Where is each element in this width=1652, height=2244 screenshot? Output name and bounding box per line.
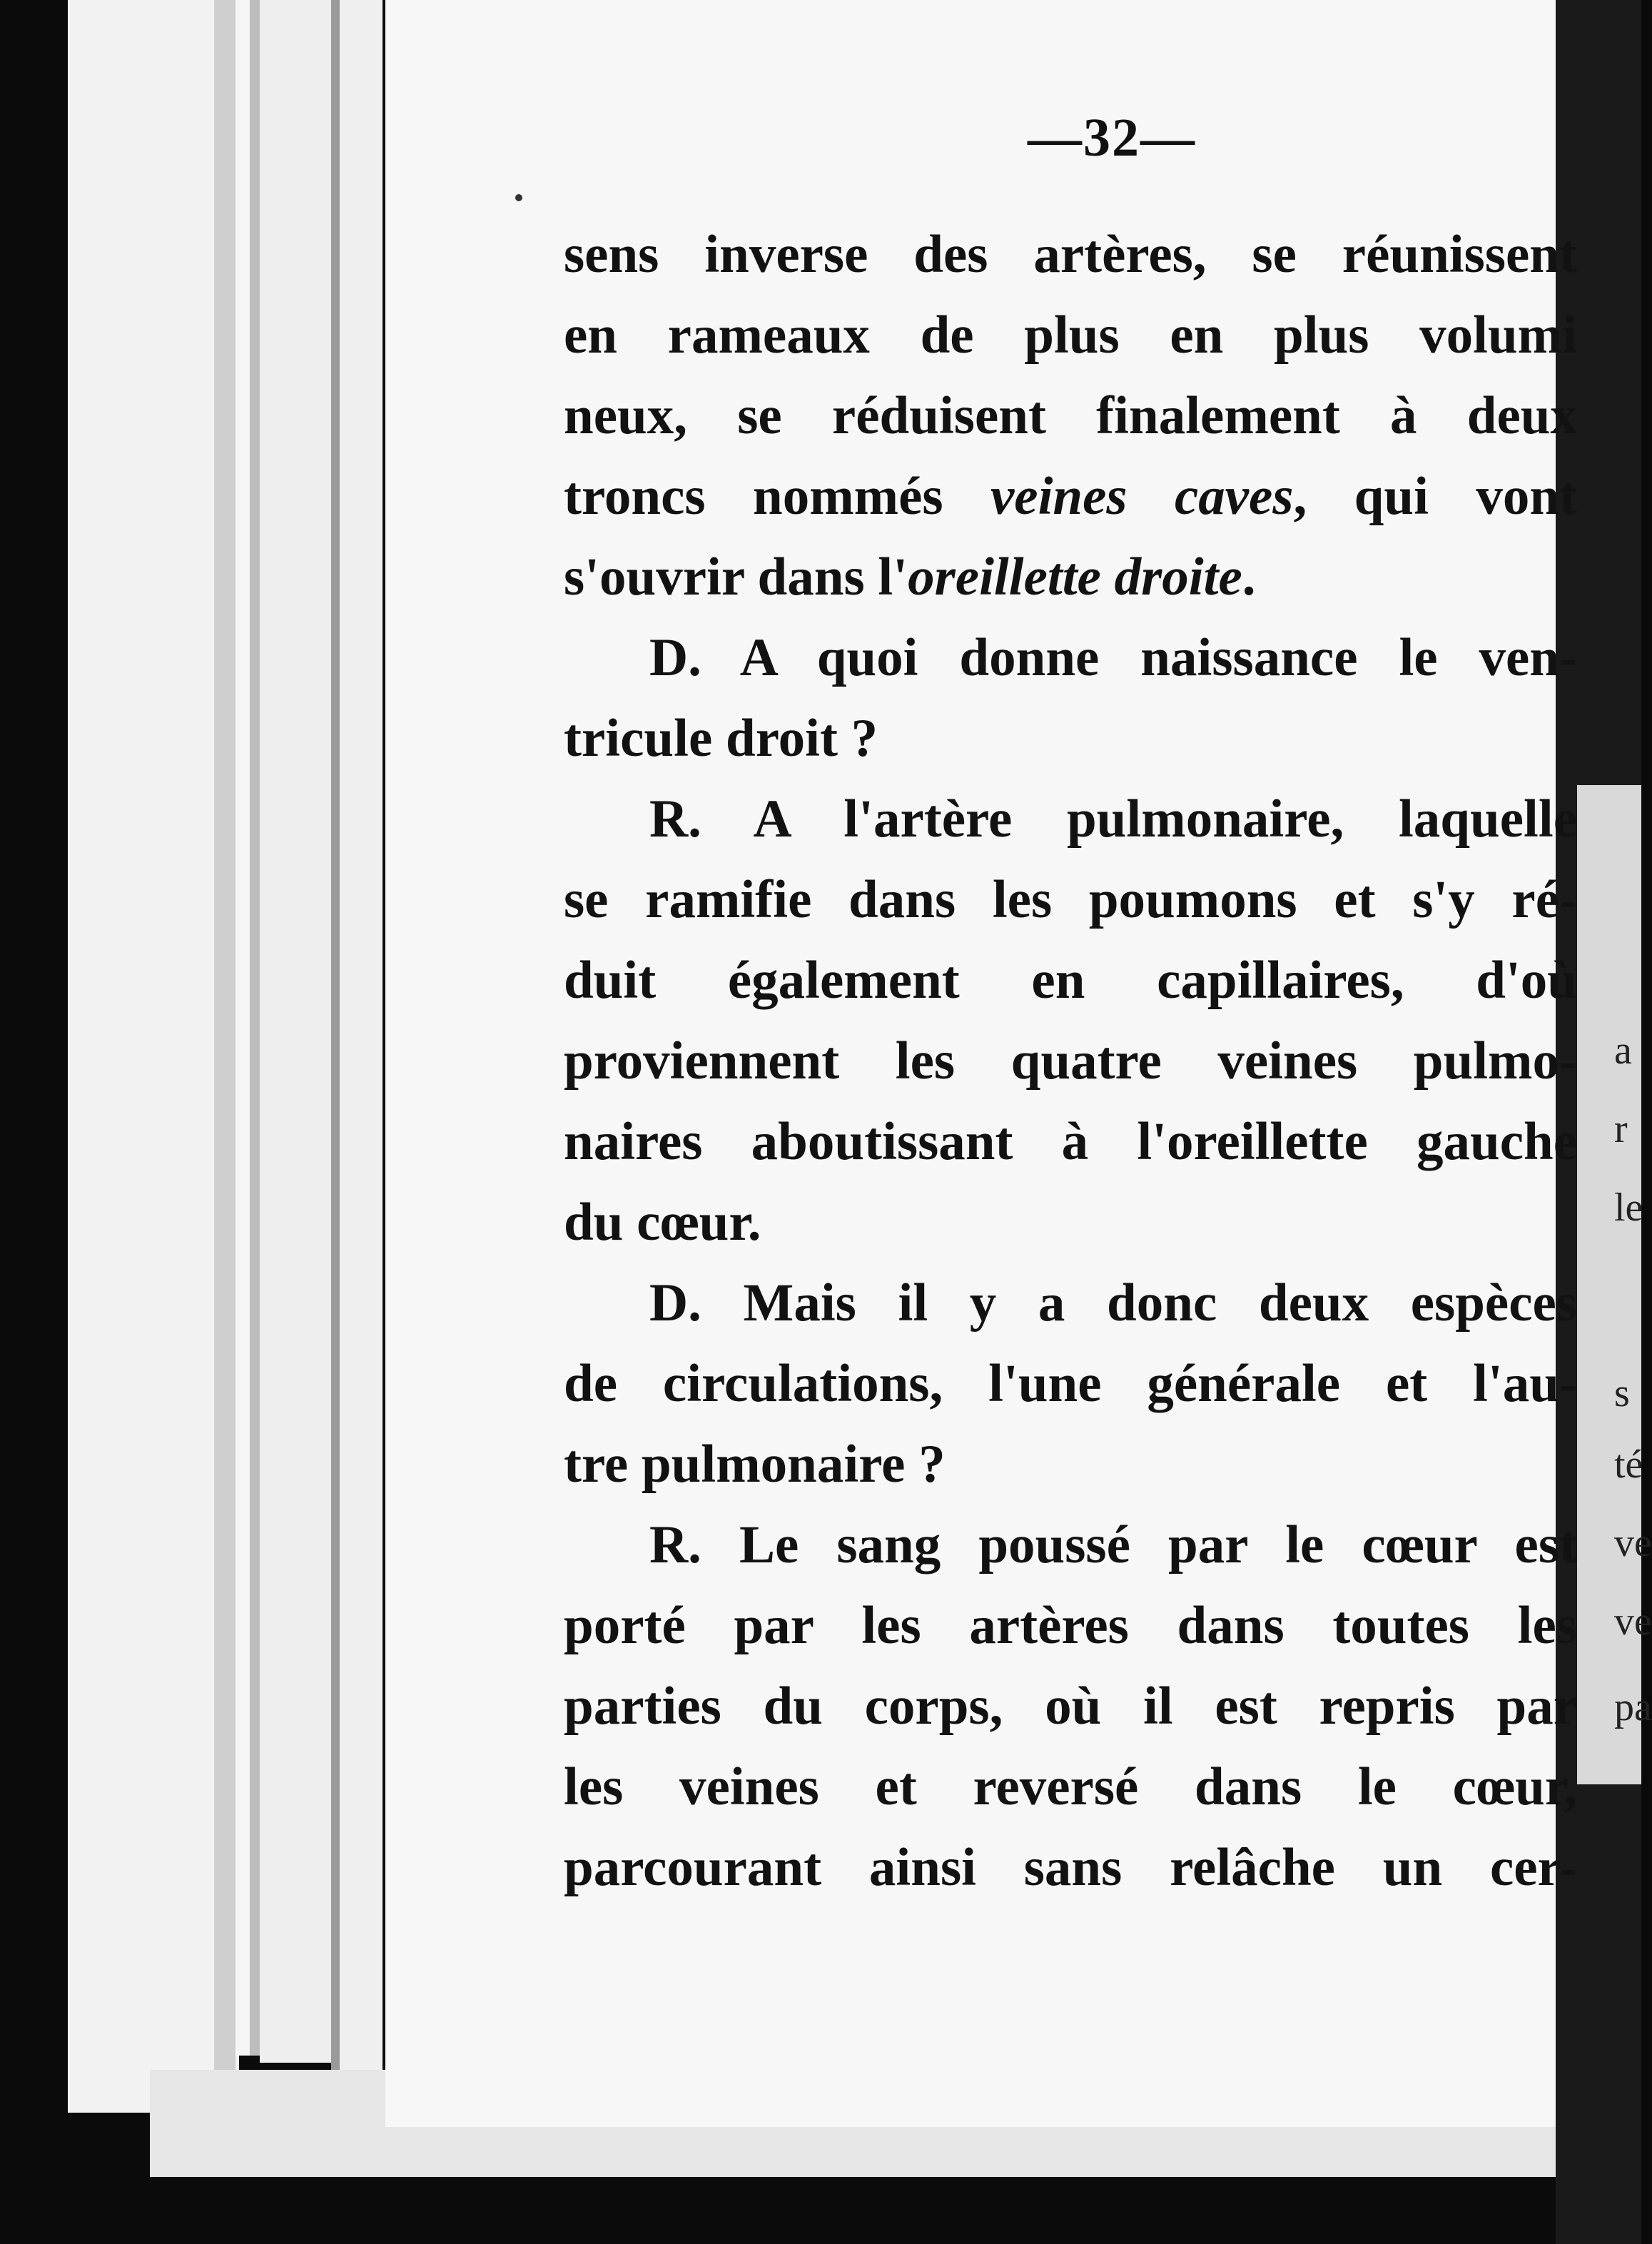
text-line: naires aboutissant à l'oreillette gauche bbox=[564, 1112, 1577, 1171]
page-edge bbox=[340, 0, 382, 2091]
text-line: sens inverse des artères, se réunissent bbox=[564, 225, 1577, 284]
text-line: du cœur. bbox=[564, 1193, 761, 1252]
text-line: de circulations, l'une générale et l'au- bbox=[564, 1354, 1577, 1413]
page-edge bbox=[214, 0, 235, 2070]
text-line: porté par les artères dans toutes les bbox=[564, 1596, 1577, 1655]
page-edge bbox=[331, 0, 340, 2084]
text-line: se ramifie dans les poumons et s'y ré- bbox=[564, 870, 1577, 929]
text-run: s'ouvrir dans l' bbox=[564, 547, 908, 607]
text-line: duit également en capillaires, d'où bbox=[564, 951, 1577, 1010]
next-page-fragment: pa bbox=[1614, 1685, 1652, 1729]
next-page-fragment: té bbox=[1614, 1442, 1643, 1487]
italic-term: oreillette droite bbox=[908, 547, 1242, 607]
text-line: en rameaux de plus en plus volumi bbox=[564, 305, 1577, 365]
next-page-fragment: le bbox=[1614, 1186, 1643, 1230]
text-line: parcourant ainsi sans relâche un cer- bbox=[564, 1838, 1577, 1897]
text-line: tre pulmonaire ? bbox=[564, 1435, 946, 1494]
answer-line: R. Le sang poussé par le cœur est bbox=[649, 1515, 1577, 1575]
question-line: D. Mais il y a donc deux espèces bbox=[649, 1273, 1577, 1333]
text-run: , qui vont bbox=[1293, 467, 1578, 526]
next-page-fragment: r bbox=[1614, 1107, 1628, 1151]
text-line: parties du corps, où il est repris par bbox=[564, 1677, 1577, 1736]
answer-line: R. A l'artère pulmonaire, laquelle bbox=[649, 789, 1577, 849]
text-line: tricule droit ? bbox=[564, 709, 878, 768]
page-edge bbox=[250, 0, 260, 2056]
next-page-fragment: ve bbox=[1614, 1521, 1652, 1565]
italic-term: veines caves bbox=[990, 467, 1294, 526]
text-line: neux, se réduisent finalement à deux bbox=[564, 386, 1577, 445]
text-line: les veines et reversé dans le cœur, bbox=[564, 1757, 1577, 1816]
next-page-fragment: s bbox=[1614, 1371, 1630, 1415]
text-line bbox=[564, 537, 1577, 617]
text-line: proviennent les quatre veines pulmo- bbox=[564, 1031, 1577, 1091]
page-edge bbox=[68, 0, 239, 2113]
next-page-fragment: a bbox=[1614, 1028, 1632, 1073]
page-edge bbox=[260, 0, 331, 2063]
ink-speck bbox=[515, 194, 522, 201]
page-number: —32— bbox=[1028, 108, 1196, 168]
text-run: troncs nommés bbox=[564, 467, 990, 526]
question-line: D. A quoi donne naissance le ven- bbox=[649, 628, 1577, 687]
page-edge bbox=[235, 0, 250, 2056]
next-page-fragment: ve bbox=[1614, 1599, 1652, 1644]
page-body-text bbox=[564, 214, 1577, 1908]
text-run: . bbox=[1242, 547, 1256, 607]
text-line bbox=[564, 456, 1577, 537]
